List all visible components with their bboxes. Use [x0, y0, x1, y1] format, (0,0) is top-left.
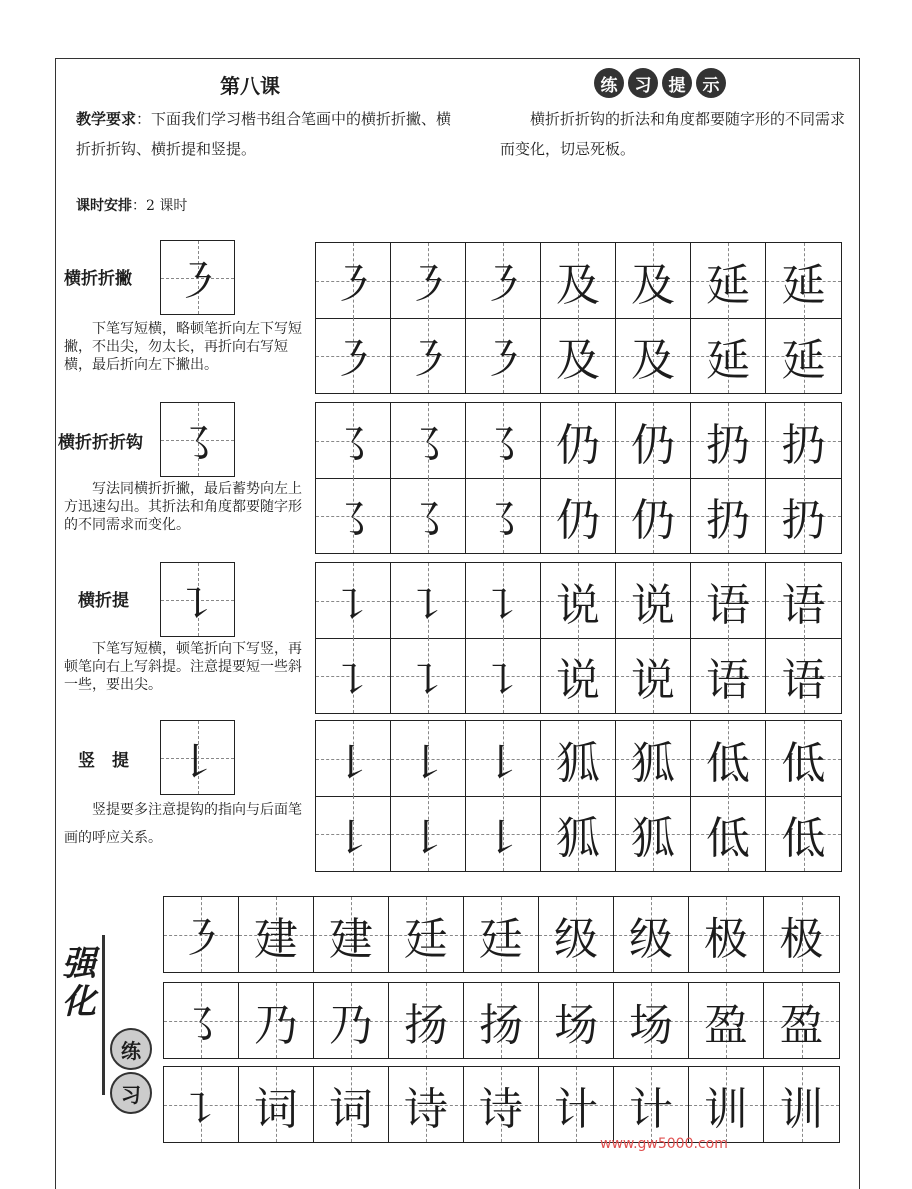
practice-cell: 场	[539, 983, 614, 1058]
practice-cell: 语	[766, 563, 841, 638]
practice-cell: 延	[691, 243, 766, 318]
practice-tips-header	[594, 68, 726, 98]
practice-cell: 语	[691, 638, 766, 713]
practice-cell: 诗	[389, 1067, 464, 1142]
practice-cell: ㇌	[466, 478, 541, 553]
tip-circle: 示	[696, 68, 726, 98]
practice-cell: 廷	[389, 897, 464, 972]
practice-cell: 建	[239, 897, 314, 972]
practice-cell: ㇊	[391, 638, 466, 713]
practice-cell: ㇌	[391, 478, 466, 553]
practice-cell: ㇙	[391, 796, 466, 871]
practice-row	[315, 720, 842, 797]
demo-box	[160, 720, 235, 795]
practice-row	[315, 638, 842, 714]
practice-row	[315, 318, 842, 394]
intensive-divider	[102, 935, 105, 1095]
teaching-requirement	[76, 104, 456, 164]
schedule-text: ：2 课时	[132, 198, 188, 214]
practice-cell: ㇌	[391, 403, 466, 478]
practice-cell: ㇌	[316, 478, 391, 553]
stroke-description: 写法同横折折撇，最后蓄势向左上方迅速勾出。其折法和角度都要随字形的不同需求而变化。	[64, 481, 302, 533]
practice-cell: ㇋	[316, 243, 391, 318]
demo-box	[160, 402, 235, 477]
practice-row	[315, 402, 842, 479]
practice-cell: ㇊	[466, 563, 541, 638]
demo-char: ㇋	[175, 256, 220, 308]
practice-cell: ㇊	[466, 638, 541, 713]
practice-cell: ㇙	[391, 721, 466, 796]
intensive-practice-label: 强化	[62, 944, 96, 1022]
practice-cell: 语	[766, 638, 841, 713]
practice-cell: 诗	[464, 1067, 539, 1142]
practice-cell: 场	[614, 983, 689, 1058]
stroke-description: 下笔写短横，顿笔折向下写竖，再顿笔向右上写斜提。注意提要短一些斜一些，要出尖。	[64, 641, 302, 693]
practice-row	[315, 242, 842, 319]
practice-cell: ㇋	[316, 318, 391, 393]
practice-cell: 延	[766, 243, 841, 318]
practice-cell: 扬	[464, 983, 539, 1058]
practice-cell: ㇋	[466, 243, 541, 318]
practice-cell: 仍	[541, 478, 616, 553]
practice-cell: 扔	[766, 478, 841, 553]
practice-cell: 延	[766, 318, 841, 393]
stroke-label: 横折提	[78, 591, 129, 611]
stroke-label: 横折折折钩	[58, 433, 143, 453]
stroke-description: 下笔写短横，略顿笔折向左下写短撇，不出尖，勿太长，再折向右写短横，最后折向左下撇出。	[64, 321, 302, 373]
practice-cell: 及	[541, 318, 616, 393]
practice-cell: ㇋	[466, 318, 541, 393]
practice-cell: 低	[691, 796, 766, 871]
practice-tips-text: 横折折折钩的折法和角度都要随字形的不同需求而变化，切忌死板。	[500, 110, 846, 158]
tip-circle: 练	[594, 68, 624, 98]
practice-cell: ㇋	[391, 318, 466, 393]
practice-row	[315, 478, 842, 554]
stroke-label: 横折折撇	[64, 269, 132, 289]
practice-cell: 仍	[616, 478, 691, 553]
practice-cell: ㇊	[316, 563, 391, 638]
practice-cell: 廷	[464, 897, 539, 972]
practice-cell: 扔	[691, 478, 766, 553]
intensive-row	[163, 896, 840, 973]
practice-cell: ㇋	[391, 243, 466, 318]
practice-cell: 级	[539, 897, 614, 972]
practice-badge: 练	[110, 1028, 152, 1070]
practice-cell: 盈	[689, 983, 764, 1058]
stroke-label: 竖 提	[78, 751, 129, 771]
practice-cell: 狐	[616, 796, 691, 871]
practice-cell: 极	[689, 897, 764, 972]
stroke-description: 竖提要多注意提钩的指向与后面笔画的呼应关系。	[64, 802, 302, 846]
tip-circle: 提	[662, 68, 692, 98]
practice-cell: 训	[764, 1067, 839, 1142]
practice-cell: ㇙	[466, 796, 541, 871]
intensive-row	[163, 1066, 840, 1143]
practice-cell: 语	[691, 563, 766, 638]
practice-cell: 乃	[239, 983, 314, 1058]
practice-cell: 及	[616, 243, 691, 318]
practice-cell: 低	[766, 721, 841, 796]
practice-cell: 狐	[616, 721, 691, 796]
practice-cell: ㇙	[316, 796, 391, 871]
practice-cell: 说	[541, 563, 616, 638]
intensive-row	[163, 982, 840, 1059]
schedule-label: 课时安排	[76, 198, 132, 214]
practice-cell: 延	[691, 318, 766, 393]
demo-char: ㇙	[175, 736, 220, 788]
practice-cell: 计	[539, 1067, 614, 1142]
practice-cell: 词	[314, 1067, 389, 1142]
practice-cell: ㇌	[316, 403, 391, 478]
tip-circle: 习	[628, 68, 658, 98]
practice-cell: 级	[614, 897, 689, 972]
practice-cell: ㇌	[466, 403, 541, 478]
practice-cell: ㇊	[164, 1067, 239, 1142]
practice-cell: 极	[764, 897, 839, 972]
practice-cell: 计	[614, 1067, 689, 1142]
watermark: www.gw5000.com	[600, 1136, 728, 1152]
practice-cell: 低	[766, 796, 841, 871]
practice-cell: 仍	[616, 403, 691, 478]
practice-cell: 及	[541, 243, 616, 318]
practice-cell: 及	[616, 318, 691, 393]
requirement-text: ：下面我们学习楷书组合笔画中的横折折撇、横折折折钩、横折提和竖提。	[76, 110, 452, 158]
practice-cell: 狐	[541, 796, 616, 871]
practice-cell: ㇙	[466, 721, 541, 796]
practice-cell: 说	[616, 563, 691, 638]
practice-cell: 建	[314, 897, 389, 972]
practice-row	[315, 796, 842, 872]
demo-char: ㇊	[175, 578, 220, 630]
practice-badge: 习	[110, 1072, 152, 1114]
practice-cell: 仍	[541, 403, 616, 478]
practice-cell: 扬	[389, 983, 464, 1058]
practice-cell: ㇌	[164, 983, 239, 1058]
practice-cell: ㇊	[391, 563, 466, 638]
practice-cell: 低	[691, 721, 766, 796]
practice-cell: 训	[689, 1067, 764, 1142]
practice-cell: 说	[616, 638, 691, 713]
practice-cell: 扔	[766, 403, 841, 478]
practice-cell: 乃	[314, 983, 389, 1058]
demo-box	[160, 240, 235, 315]
practice-cell: 盈	[764, 983, 839, 1058]
practice-cell: 说	[541, 638, 616, 713]
practice-cell: ㇋	[164, 897, 239, 972]
requirement-label: 教学要求	[76, 110, 137, 128]
practice-row	[315, 562, 842, 639]
practice-cell: 狐	[541, 721, 616, 796]
practice-cell: ㇙	[316, 721, 391, 796]
practice-cell: 词	[239, 1067, 314, 1142]
practice-cell: 扔	[691, 403, 766, 478]
demo-char: ㇌	[175, 418, 220, 470]
lesson-title: 第八课	[220, 74, 280, 98]
class-schedule	[76, 195, 187, 215]
demo-box	[160, 562, 235, 637]
practice-cell: ㇊	[316, 638, 391, 713]
